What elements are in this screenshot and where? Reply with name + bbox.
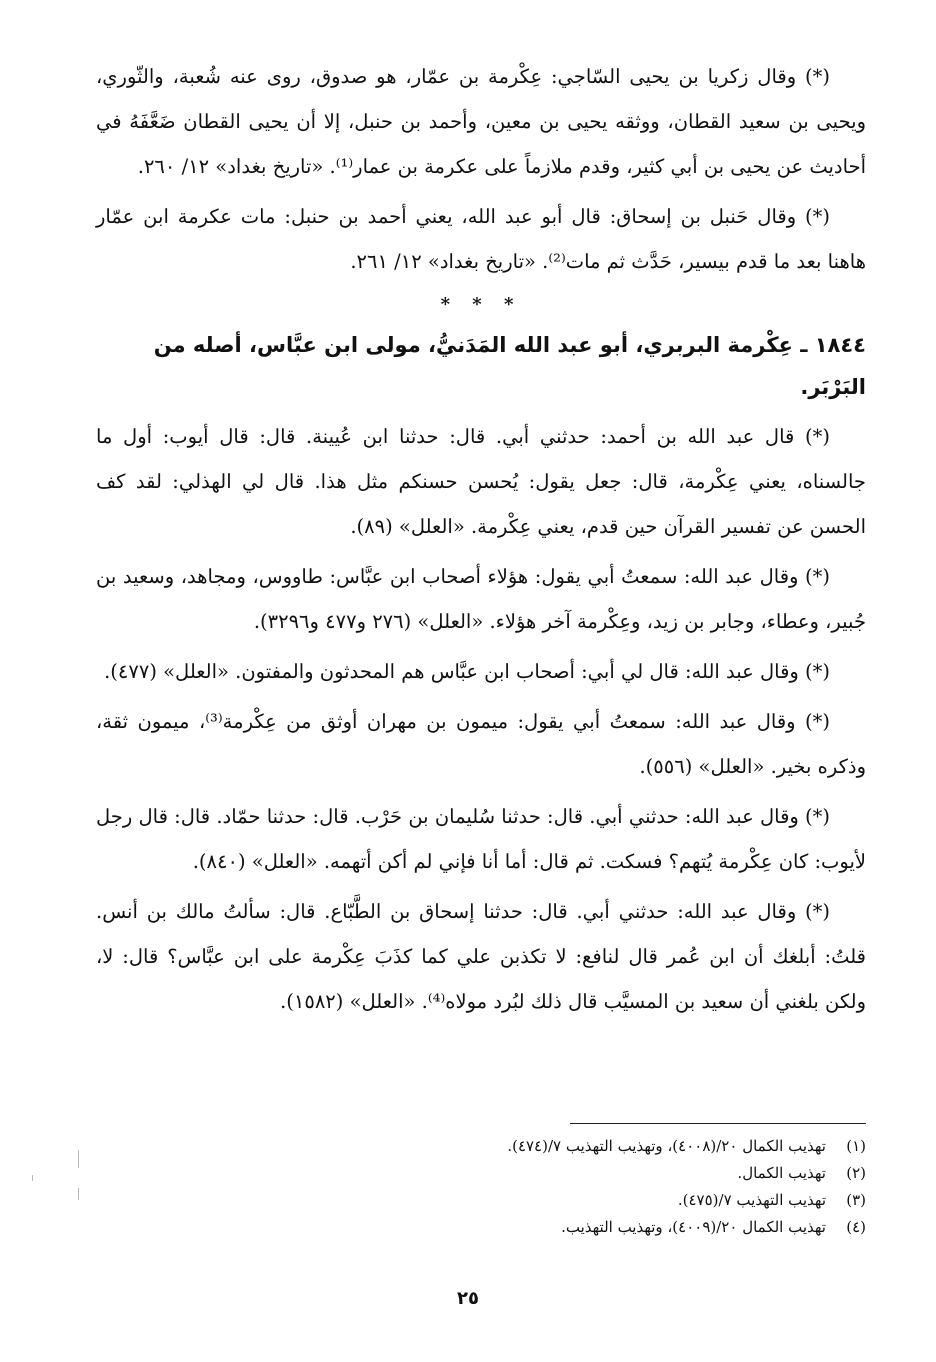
paragraph-hanbal: (*) وقال حَنبل بن إسحاق: قال أبو عبد الله، يعني أحمد بن حنبل: مات عكرمة ابن عمّار هاهنا بعد ما قدم بيسير، حَدَّث ثم مات⁽²⁾. «تاريخ بغداد» ١٢/ ٢٦١. bbox=[96, 205, 866, 273]
paragraph-ayyub: (*) وقال عبد الله: حدثني أبي. قال: حدثنا سُليمان بن حَرْب. قال: حدثنا حمّاد. قال: قال رجل لأيوب: كان عِكْرمة يُتهم؟ فسكت. ثم قال: أما أنا فإني لم أكن أتهمه. «العلل» (٨٤٠). bbox=[96, 805, 866, 873]
paragraph-ibn-uyayna: (*) قال عبد الله بن أحمد: حدثني أبي. قال: حدثنا ابن عُيينة. قال: قال أيوب: أول ما جالسناه، يعني عِكْرمة، قال: جعل يقول: يُحسن حسنكم مثل هذا. قال لي الهذلي: لقد كف الحسن عن تفسير القرآن حين قدم، يعني عِكْرمة. «العلل» (٨٩). bbox=[96, 425, 866, 538]
paragraph-companions: (*) وقال عبد الله: سمعتُ أبي يقول: هؤلاء أصحاب ابن عبَّاس: طاووس، ومجاهد، وسعيد بن جُبير، وعطاء، وجابر بن زيد، وعِكْرمة آخر هؤلاء. «العلل» (٢٧٦ و٤٧٧ و٣٢٩٦). bbox=[96, 565, 866, 633]
scan-edge-mark bbox=[78, 1150, 79, 1168]
page-number: ٢٥ bbox=[457, 1288, 479, 1309]
footnote-3: (٣)تهذيب التهذيب ٧/(٤٧٥). bbox=[677, 1191, 866, 1209]
scan-edge-mark bbox=[32, 1175, 33, 1181]
paragraph-muftis: (*) وقال عبد الله: قال لي أبي: أصحاب ابن عبَّاس هم المحدثون والمفتون. «العلل» (٤٧٧). bbox=[104, 660, 830, 683]
paragraph-zakariya: (*) وقال زكريا بن يحيى السّاجي: عِكْرمة بن عمّار، هو صدوق، روى عنه شُعبة، والثّوري، ويحيى بن سعيد القطان، ووثقه يحيى بن معين، وأحمد بن حنبل، إلا أن يحيى القطان ضَعَّفَهُ في أحاديث عن يحيى بن أبي كثير، وقدم ملازماً على عكرمة بن عمار⁽¹⁾. «تاريخ بغداد» ١٢/ ٢٦٠. bbox=[96, 65, 866, 178]
scan-edge-mark bbox=[78, 1188, 79, 1200]
paragraph-maymun: (*) وقال عبد الله: سمعتُ أبي يقول: ميمون بن مهران أوثق من عِكْرمة⁽³⁾، ميمون ثقة، وذكره بخير. «العلل» (٥٥٦). bbox=[96, 710, 866, 778]
footnotes bbox=[166, 1133, 866, 1241]
footnote-1: (١)تهذيب الكمال ٢٠/(٤٠٠٨)، وتهذيب التهذيب ٧/(٤٧٤). bbox=[507, 1137, 866, 1155]
page-body bbox=[96, 54, 866, 1029]
footnote-4: (٤)تهذيب الكمال ٢٠/(٤٠٠٩)، وتهذيب التهذيب. bbox=[561, 1218, 866, 1236]
entry-heading: ١٨٤٤ ـ عِكْرمة البربري، أبو عبد الله المَدَنيُّ، مولى ابن عبَّاس، أصله من البَرْبَر. bbox=[153, 333, 866, 399]
section-separator: * * * bbox=[440, 294, 522, 315]
footnote-divider bbox=[570, 1123, 866, 1124]
footnote-2: (٢)تهذيب الكمال. bbox=[737, 1164, 866, 1182]
paragraph-malik: (*) وقال عبد الله: حدثني أبي. قال: حدثنا إسحاق بن الطَّبّاع. قال: سألتُ مالك بن أنس. قلتُ: أبلغك أن ابن عُمر قال لنافع: لا تكذبن علي كما كذَبَ عِكْرمة على ابن عبَّاس؟ قال: لا، ولكن بلغني أن سعيد بن المسيَّب قال ذلك لبُرد مولاه⁽⁴⁾. «العلل» (١٥٨٢). bbox=[96, 900, 866, 1013]
